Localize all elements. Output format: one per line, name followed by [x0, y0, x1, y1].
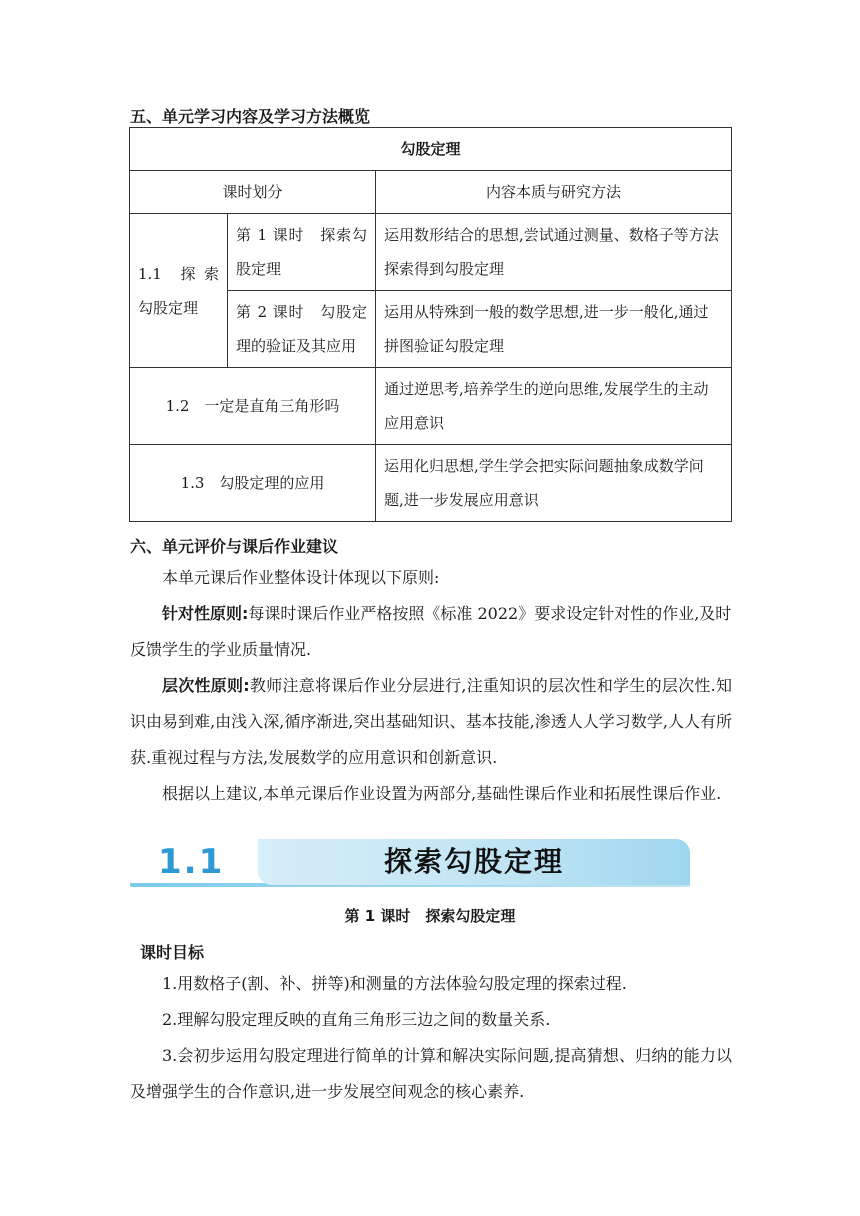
table-cell: 第 1 课时 探索勾股定理 [228, 214, 376, 291]
paragraph-group [130, 560, 732, 812]
section-heading: 六、单元评价与课后作业建议 [130, 537, 339, 556]
table-cell: 第 2 课时 勾股定理的验证及其应用 [228, 291, 376, 368]
paragraph [130, 596, 732, 668]
paragraph: 根据以上建议,本单元课后作业设置为两部分,基础性课后作业和拓展性课后作业. [162, 784, 722, 803]
table-cell: 1.2 一定是直角三角形吗 [130, 368, 376, 445]
principle-label: 层次性原则: [162, 676, 250, 695]
goals-heading: 课时目标 [140, 943, 205, 962]
table-cell: 通过逆思考,培养学生的逆向思维,发展学生的主动应用意识 [376, 368, 732, 445]
table-cell: 运用数形结合的思想,尝试通过测量、数格子等方法探索得到勾股定理 [376, 214, 732, 291]
table-cell: 运用化归思想,学生学会把实际问题抽象成数学问题,进一步发展应用意识 [376, 445, 732, 522]
goal-item: 3.会初步运用勾股定理进行简单的计算和解决实际问题,提高猜想、归纳的能力以及增强学生的合作意识,进一步发展空间观念的核心素养. [130, 1046, 732, 1101]
column-header: 内容本质与研究方法 [376, 171, 732, 214]
table-cell: 1.3 勾股定理的应用 [130, 445, 376, 522]
column-header: 课时划分 [130, 171, 376, 214]
section-heading: 五、单元学习内容及学习方法概览 [130, 107, 371, 126]
lesson-title: 第 1 课时 探索勾股定理 [344, 907, 516, 925]
table-title: 勾股定理 [130, 128, 732, 171]
table-cell: 1.1 探 索勾股定理 [130, 214, 228, 368]
goals-list [130, 966, 732, 1110]
goal-item: 1.用数格子(割、补、拼等)和测量的方法体验勾股定理的探索过程. [162, 974, 627, 993]
principle-text: 教师注意将课后作业分层进行,注重知识的层次性和学生的层次性.知识由易到难,由浅入深,循序渐进,突出基础知识、基本技能,渗透人人学习数学,人人有所获.重视过程与方法,发展数学的应用意识和创新意识. [130, 676, 732, 767]
paragraph [130, 668, 732, 776]
banner-title: 探索勾股定理 [383, 845, 564, 878]
paragraph: 本单元课后作业整体设计体现以下原则: [162, 568, 440, 587]
banner-number: 1.1 [158, 842, 225, 882]
overview-table [129, 127, 732, 522]
goal-item: 2.理解勾股定理反映的直角三角形三边之间的数量关系. [162, 1010, 551, 1029]
principle-text: 每课时课后作业严格按照《标准 2022》要求设定针对性的作业,及时反馈学生的学业质量情况. [130, 604, 732, 659]
principle-label: 针对性原则: [162, 604, 249, 623]
table-cell: 运用从特殊到一般的数学思想,进一步一般化,通过拼图验证勾股定理 [376, 291, 732, 368]
